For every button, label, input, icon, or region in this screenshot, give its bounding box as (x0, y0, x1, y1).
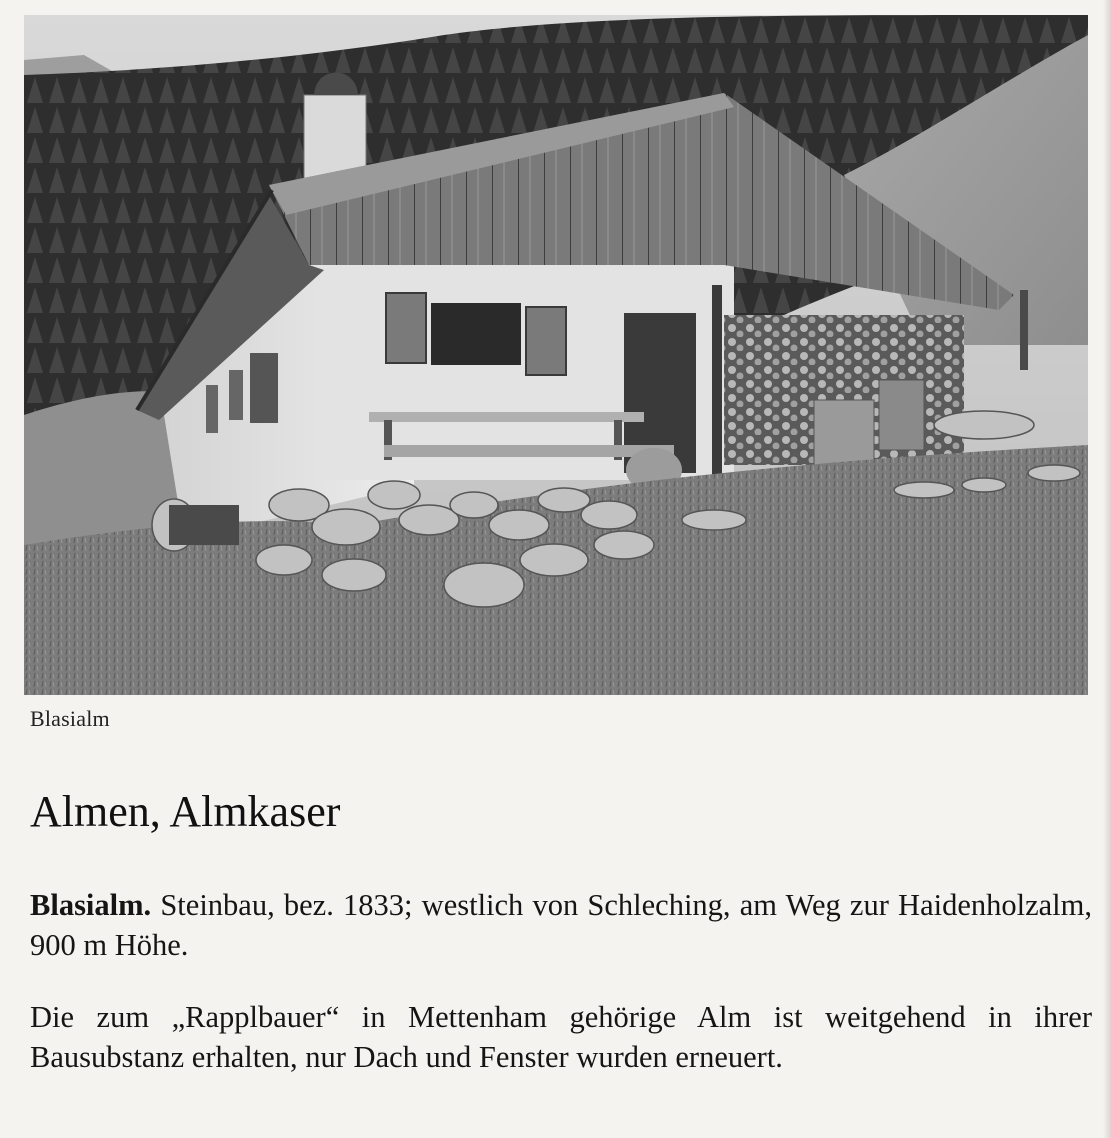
entry-name: Blasialm. (30, 888, 152, 922)
paragraph-history: Die zum „Rapplbauer“ in Mettenham gehörige Alm ist weitgehend in ihrer Bausubstanz erhalten, nur Dach und Fenster wurden erneuert. (30, 1000, 1092, 1074)
section-heading: Almen, Almkaser (30, 787, 341, 836)
entry-description: Steinbau, bez. 1833; westlich von Schleching, am Weg zur Haidenholzalm, 900 m Höhe. (30, 888, 1092, 962)
photo-blasialm (24, 15, 1088, 695)
page-edge-shadow (1103, 0, 1111, 1138)
paragraph-blasialm (30, 885, 1092, 965)
photo-caption: Blasialm (30, 706, 110, 731)
